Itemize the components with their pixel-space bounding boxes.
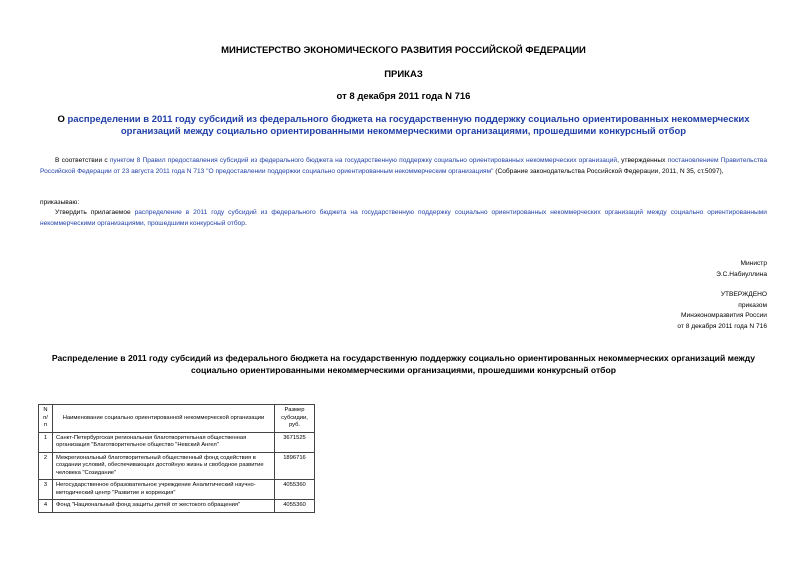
row-org-name: Межрегиональный благотворительный общественный фонд содействия в создании условий, обеспечивающих достойную жизнь и свободное развитие человека "Созидание" — [53, 452, 275, 480]
row-org-name: Санкт-Петербургская региональная благотворительная общественная организация "Благотворительное общество "Невский Ангел" — [53, 432, 275, 452]
approval-line-1: УТВЕРЖДЕНО — [720, 291, 767, 298]
approval-line-3: Минэкономразвития России — [681, 312, 767, 319]
order-heading: ПРИКАЗ — [384, 69, 423, 80]
p1-text-a: В соответствии с — [55, 157, 110, 164]
signer-position: Министр — [740, 260, 767, 267]
p1-text-c: (Собрание законодательства Российской Федерации, 2011, N 35, ст.5097), — [493, 167, 724, 175]
table-row — [39, 452, 315, 480]
col-header-amount: Размер субсидии, руб. — [275, 405, 315, 433]
row-amount: 3671525 — [275, 432, 315, 452]
p1-text-b: , утвержденных — [617, 157, 668, 164]
ministry-heading: МИНИСТЕРСТВО ЭКОНОМИЧЕСКОГО РАЗВИТИЯ РОССИЙСКОЙ ФЕДЕРАЦИИ — [221, 45, 586, 56]
signer-name: Э.С.Набиуллина — [716, 270, 767, 278]
approval-stamp — [677, 290, 767, 332]
title-prefix: О — [57, 114, 68, 125]
row-num: 2 — [39, 452, 53, 480]
p2-text-b: . — [244, 219, 247, 227]
distribution-link[interactable]: распределение в 2011 году субсидий из федерального бюджета на государственную поддержку социально ориентированных некоммерческих организаций между социально ориентированными некоммерческими организациями, прошедшими конкурсный отбор — [40, 209, 767, 227]
row-num: 4 — [39, 500, 53, 513]
ordered-word: приказываю: — [40, 199, 80, 206]
approval-line-2: приказом — [738, 301, 767, 309]
resolution-link[interactable]: постановлением Правительства Российской Федерации от 23 августа 2011 года N 713 "О предоставлении поддержки социально ориентированным некоммерческим организациям" — [40, 157, 768, 175]
row-org-name: Фонд "Национальный фонд защиты детей от жестокого обращения" — [53, 500, 275, 513]
preamble-paragraph — [40, 156, 767, 177]
approval-line-4: от 8 декабря 2011 года N 716 — [677, 322, 767, 330]
p2-text-a: Утвердить прилагаемое — [55, 209, 135, 216]
row-org-name: Негосударственное образовательное учреждение Аналитический научно-методический центр "Развитие и коррекция" — [53, 480, 275, 500]
row-num: 1 — [39, 432, 53, 452]
row-amount: 4055360 — [275, 480, 315, 500]
table-row — [39, 480, 315, 500]
approve-paragraph — [40, 208, 767, 229]
table-row — [39, 432, 315, 452]
order-date: от 8 декабря 2011 года N 716 — [336, 91, 471, 102]
distribution-title: Распределение в 2011 году субсидий из федерального бюджета на государственную поддержку социально ориентированных некоммерческих организаций между социально ориентированными некоммерческими организациями, прошедшими конкурсный отбор — [51, 353, 756, 375]
row-num: 3 — [39, 480, 53, 500]
col-header-name: Наименование социально ориентированной некоммерческой организации — [53, 405, 275, 433]
subsidy-table — [38, 404, 315, 513]
table-row — [39, 500, 315, 513]
title-link[interactable]: распределении в 2011 году субсидий из федерального бюджета на государственную поддержку социально ориентированных некоммерческих организаций между социально ориентированными некоммерческими организациями, прошедшими конкурсный отбор — [67, 114, 750, 137]
table-header-row — [39, 405, 315, 433]
signature-block — [716, 259, 767, 280]
order-title — [40, 114, 767, 138]
row-amount: 1896716 — [275, 452, 315, 480]
rules-link[interactable]: пунктом 8 Правил предоставления субсидий из федерального бюджета на государственную поддержку социально ориентированных некоммерческих организаций — [109, 157, 618, 164]
col-header-num: N п/п — [39, 405, 53, 433]
row-amount: 4055360 — [275, 500, 315, 513]
